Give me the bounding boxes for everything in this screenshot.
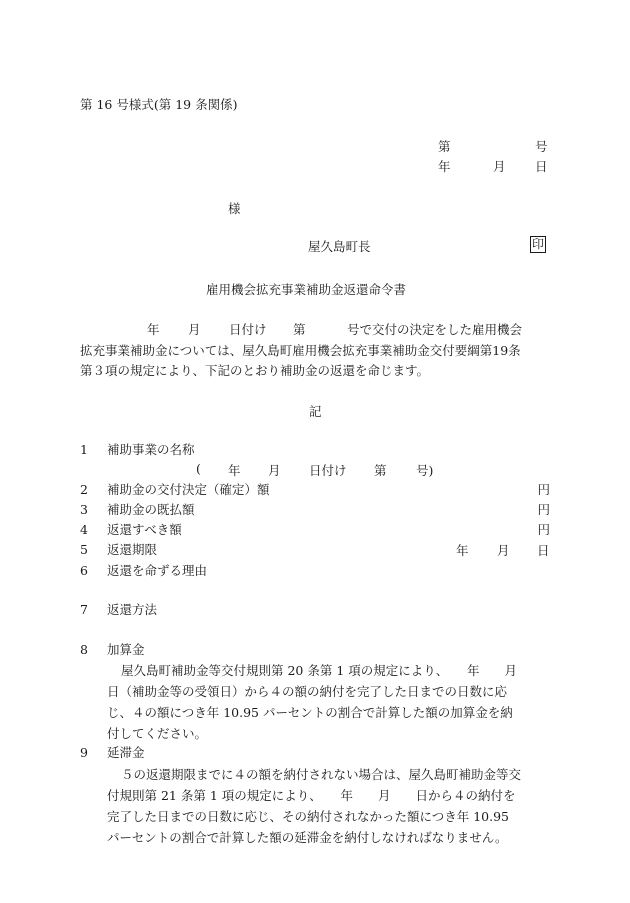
item-number: 3 <box>80 502 88 517</box>
item1-year: 年 <box>228 463 241 478</box>
item-number: 7 <box>80 602 88 617</box>
intro-number-prefix: 第 <box>293 322 306 337</box>
list-item <box>80 521 550 539</box>
item-number: 8 <box>80 642 88 657</box>
item-number: 1 <box>80 442 88 457</box>
intro-line2: 拡充事業補助金については、屋久島町雇用機会拡充事業補助金交付要綱第19条 <box>80 343 521 358</box>
item9-body-line1: ５の返還期限までに４の額を納付されない場合は、屋久島町補助金等交 <box>121 767 522 782</box>
item9-body-line2: 付規則第 21 条第 1 項の規定により、 年 月 日から４の納付を <box>107 788 516 803</box>
item-label: 返還方法 <box>107 602 158 617</box>
form-id: 第 16 号様式(第 19 条関係) <box>80 97 238 112</box>
item-number: 2 <box>80 482 88 497</box>
doc-number-suffix: 号 <box>535 139 548 154</box>
list-item <box>80 744 550 762</box>
list-item <box>80 441 550 459</box>
ki-marker: 記 <box>309 404 322 419</box>
list-item <box>80 601 550 619</box>
item8-body-line4: 付してください。 <box>107 726 208 741</box>
issuer-name: 屋久島町長 <box>308 239 371 254</box>
list-item <box>80 481 550 499</box>
item-number: 5 <box>80 542 88 557</box>
list-item <box>80 562 550 580</box>
item-label: 返還すべき額 <box>107 522 182 537</box>
deadline-year: 年 <box>456 543 469 558</box>
intro-month: 月 <box>188 322 201 337</box>
list-item <box>80 501 550 519</box>
doc-date-day: 日 <box>535 159 548 174</box>
deadline-month: 月 <box>497 543 510 558</box>
item1-month: 月 <box>268 463 281 478</box>
item-label: 補助事業の名称 <box>107 442 195 457</box>
list-item <box>80 541 550 559</box>
item-label: 返還を命ずる理由 <box>107 563 208 578</box>
doc-date-month: 月 <box>493 159 506 174</box>
item-unit: 円 <box>537 522 550 537</box>
seal-stamp <box>530 236 546 253</box>
item8-body-line3: じ、４の額につき年 10.95 パーセントの割合で計算した額の加算金を納 <box>107 705 513 720</box>
doc-date-year: 年 <box>438 159 451 174</box>
item8-body-line1: 屋久島町補助金等交付規則第 20 条第 1 項の規定により、 年 月 <box>121 663 518 678</box>
addressee-suffix: 様 <box>228 201 241 216</box>
document-title: 雇用機会拡充事業補助金返還命令書 <box>206 282 407 297</box>
item-label: 補助金の交付決定（確定）額 <box>107 482 270 497</box>
intro-line1-tail: 号で交付の決定をした雇用機会 <box>347 322 523 337</box>
item1-number-prefix: 第 <box>374 463 387 478</box>
item-label: 補助金の既払額 <box>107 502 195 517</box>
item-number: 9 <box>80 745 88 760</box>
item-number: 6 <box>80 563 88 578</box>
list-item <box>80 641 550 659</box>
item-number: 4 <box>80 522 88 537</box>
deadline-day: 日 <box>537 543 550 558</box>
seal-char: 印 <box>532 237 545 251</box>
item9-body-line4: パーセントの割合で計算した額の延滞金を納付しなければなりません。 <box>107 830 508 845</box>
item8-body-line2: 日（補助金等の受領日）から４の額の納付を完了した日までの日数に応 <box>107 684 508 699</box>
item-label: 延滞金 <box>107 745 145 760</box>
doc-number-prefix: 第 <box>438 139 451 154</box>
item-unit: 円 <box>537 482 550 497</box>
intro-line3: 第３項の規定により、下記のとおり補助金の返還を命じます。 <box>80 363 430 378</box>
item1-paren-close: 号) <box>416 463 434 478</box>
intro-date-suffix: 日付け <box>229 322 267 337</box>
item9-body-line3: 完了した日までの日数に応じ、その納付されなかった額につき年 10.95 <box>107 809 510 824</box>
item1-date-suffix: 日付け <box>309 463 347 478</box>
item-unit: 円 <box>537 502 550 517</box>
intro-year: 年 <box>147 322 160 337</box>
item-label: 加算金 <box>107 642 145 657</box>
item1-paren-open: ( <box>196 461 201 476</box>
item-label: 返還期限 <box>107 542 158 557</box>
